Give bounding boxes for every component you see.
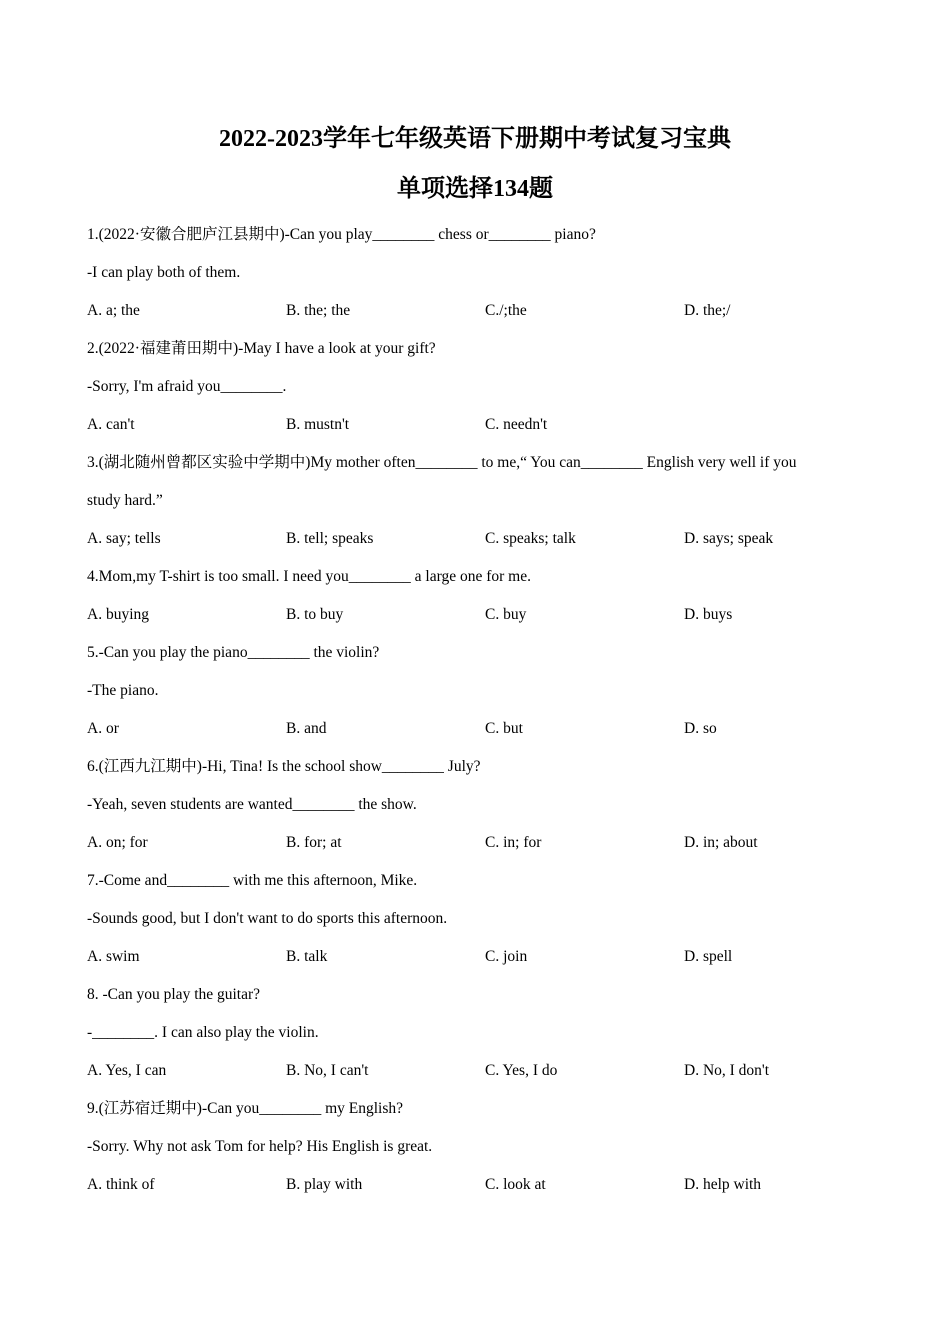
answer-option: C. but: [485, 720, 523, 737]
answer-option: B. mustn't: [286, 416, 350, 433]
question-response: -I can play both of them.: [87, 264, 241, 281]
answer-option: C. buy: [485, 606, 527, 623]
answer-option: A. on; for: [87, 834, 148, 851]
answer-option: A. can't: [87, 416, 135, 433]
answer-option: B. to buy: [286, 606, 344, 623]
question-list: [87, 220, 877, 1208]
answer-option: A. a; the: [87, 302, 140, 319]
question-item: [87, 562, 877, 638]
question-response: -Yeah, seven students are wanted________ the show.: [87, 796, 417, 813]
answer-option: D. says; speak: [684, 530, 774, 547]
question-stem: 7.-Come and________ with me this afternoon, Mike.: [87, 872, 418, 889]
answer-option: D. spell: [684, 948, 733, 965]
question-item: [87, 638, 877, 752]
answer-options: [87, 410, 877, 448]
answer-options: [87, 524, 877, 562]
question-response: -Sorry. Why not ask Tom for help? His English is great.: [87, 1138, 433, 1155]
question-item: [87, 980, 877, 1094]
answer-option: C./;the: [485, 302, 527, 319]
document-subtitle: 单项选择134题: [397, 176, 553, 202]
answer-option: B. and: [286, 720, 327, 737]
answer-option: D. in; about: [684, 834, 758, 851]
answer-option: B. for; at: [286, 834, 342, 851]
answer-options: [87, 714, 877, 752]
question-stem: 6.(江西九江期中)-Hi, Tina! Is the school show________ July?: [87, 758, 481, 775]
answer-option: A. think of: [87, 1176, 155, 1193]
answer-option: D. No, I don't: [684, 1062, 770, 1079]
question-response: -Sorry, I'm afraid you________.: [87, 378, 287, 395]
answer-option: D. help with: [684, 1176, 762, 1193]
answer-option: C. in; for: [485, 834, 542, 851]
answer-option: D. so: [684, 720, 717, 737]
question-item: [87, 1094, 877, 1208]
question-stem: 3.(湖北随州曾都区实验中学期中)My mother often________ to me,“ You can________ English very well if you: [87, 454, 797, 471]
question-item: [87, 866, 877, 980]
answer-option: C. Yes, I do: [485, 1062, 558, 1079]
answer-options: [87, 296, 877, 334]
answer-option: D. buys: [684, 606, 733, 623]
answer-option: A. Yes, I can: [87, 1062, 167, 1079]
answer-option: A. buying: [87, 606, 149, 623]
answer-options: [87, 600, 877, 638]
answer-option: C. speaks; talk: [485, 530, 576, 547]
answer-option: B. talk: [286, 948, 328, 965]
question-item: [87, 334, 877, 448]
document-title: 2022-2023学年七年级英语下册期中考试复习宝典: [219, 126, 731, 152]
question-response: -________. I can also play the violin.: [87, 1024, 319, 1041]
answer-option: D. the;/: [684, 302, 731, 319]
question-item: [87, 752, 877, 866]
answer-option: B. play with: [286, 1176, 363, 1193]
answer-option: C. join: [485, 948, 528, 965]
question-stem: 1.(2022·安徽合肥庐江县期中)-Can you play________ chess or________ piano?: [87, 226, 596, 243]
answer-option: B. the; the: [286, 302, 351, 319]
answer-options: [87, 828, 877, 866]
answer-option: A. or: [87, 720, 119, 737]
question-stem: 9.(江苏宿迁期中)-Can you________ my English?: [87, 1100, 404, 1117]
question-stem: 5.-Can you play the piano________ the violin?: [87, 644, 380, 661]
question-item: [87, 448, 877, 562]
answer-options: [87, 1056, 877, 1094]
question-stem: 2.(2022·福建莆田期中)-May I have a look at your gift?: [87, 340, 436, 357]
question-response: -Sounds good, but I don't want to do sports this afternoon.: [87, 910, 448, 927]
answer-option: A. swim: [87, 948, 140, 965]
question-response: study hard.”: [87, 492, 163, 509]
question-item: [87, 220, 877, 334]
answer-option: A. say; tells: [87, 530, 161, 547]
question-stem: 8. -Can you play the guitar?: [87, 986, 261, 1003]
answer-option: C. look at: [485, 1176, 546, 1193]
question-stem: 4.Mom,my T-shirt is too small. I need you________ a large one for me.: [87, 568, 531, 585]
answer-option: B. No, I can't: [286, 1062, 369, 1079]
answer-options: [87, 942, 877, 980]
question-response: -The piano.: [87, 682, 159, 699]
answer-options: [87, 1170, 877, 1208]
answer-option: B. tell; speaks: [286, 530, 374, 547]
answer-option: C. needn't: [485, 416, 548, 433]
